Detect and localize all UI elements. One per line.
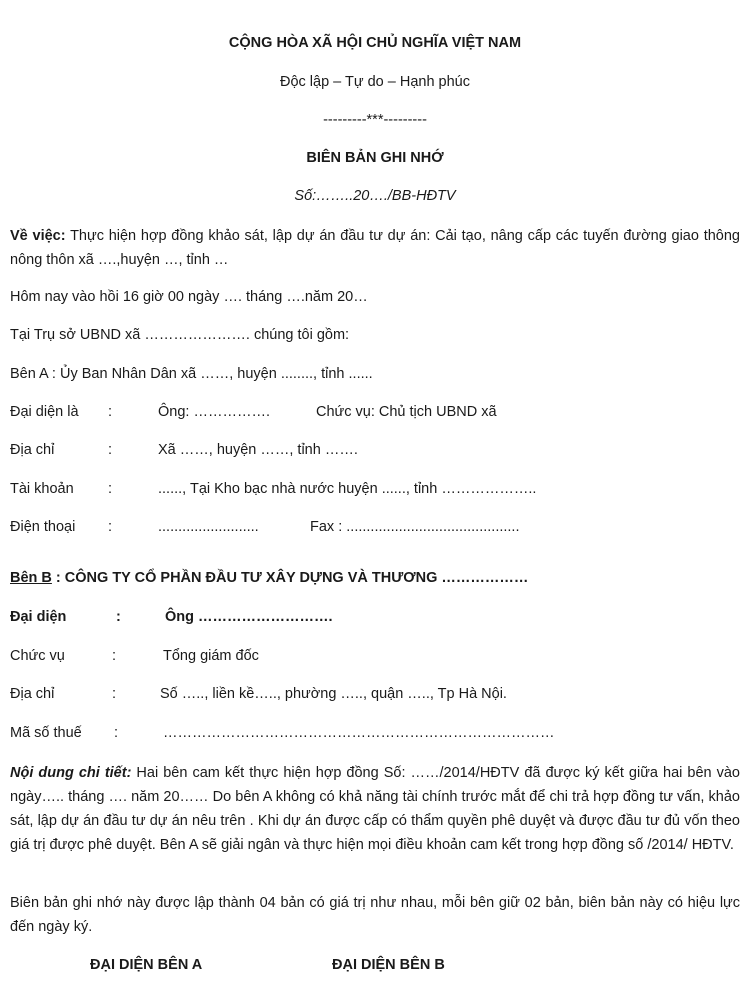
document-number: Số:……..20…./BB-HĐTV xyxy=(294,188,456,204)
row-value: ......................... xyxy=(158,519,259,535)
row-value: Ông ………………………. xyxy=(165,609,333,625)
row-value: Tổng giám đốc xyxy=(163,648,259,664)
row-extra: Chức vụ: Chủ tịch UBND xã xyxy=(316,404,497,420)
date-line: Hôm nay vào hồi 16 giờ 00 ngày …. tháng ….năm 20… xyxy=(10,289,368,305)
nation-heading: CỘNG HÒA XÃ HỘI CHỦ NGHĨA VIỆT NAM xyxy=(228,35,522,51)
details-paragraph xyxy=(10,761,740,857)
row-label: Địa chỉ xyxy=(10,686,55,702)
subject-label: Về việc: xyxy=(10,228,66,244)
row-label: Mã số thuế xyxy=(10,725,82,741)
row-colon: : xyxy=(108,481,113,497)
document-title: BIÊN BẢN GHI NHỚ xyxy=(306,150,444,166)
party-b-label: Bên B xyxy=(10,570,52,586)
subject-paragraph xyxy=(10,224,740,272)
details-text: Hai bên cam kết thực hiện hợp đồng Số: ……/2014/HĐTV đã được ký kết giữa hai bên vào ngày….. tháng …. năm 20…… Do bên A không có khả năng tài chính trước mắt để chi trả hợp đồng tư vấn, khảo sát, lập dự án đầu tư dự án nêu trên . Khi dự án được cấp có thẩm quyền phê duyệt và được đầu tư đủ vốn theo giá trị được phê duyệt. Bên A sẽ giải ngân và thực hiện mọi điều khoản cam kết trong hợp đồng số /2014/ HĐTV. xyxy=(10,765,740,853)
row-value: Số ….., liền kề….., phường ….., quận ….., Tp Hà Nội. xyxy=(160,686,507,702)
motto: Độc lập – Tự do – Hạnh phúc xyxy=(279,74,470,90)
place-line: Tại Trụ sở UBND xã …………………. chúng tôi gồm: xyxy=(10,327,350,343)
row-value: Ông: ……………. xyxy=(158,404,270,420)
row-value: Xã ……, huyện ……, tỉnh ……. xyxy=(158,442,358,458)
party-b-title: : CÔNG TY CỔ PHẦN ĐẦU TƯ XÂY DỰNG VÀ THƯƠNG ……………… xyxy=(51,570,529,586)
row-colon: : xyxy=(112,686,117,702)
row-colon: : xyxy=(108,404,113,420)
row-value: ......, Tại Kho bạc nhà nước huyện ......, tỉnh ……………….. xyxy=(158,481,537,497)
signature-party-b: ĐẠI DIỆN BÊN B xyxy=(332,957,445,973)
row-value: ……………………………………………………………………… xyxy=(163,725,555,741)
row-colon: : xyxy=(108,519,113,535)
row-label: Đại diện xyxy=(10,609,67,625)
header-divider: ---------***--------- xyxy=(323,112,427,128)
row-label: Điện thoại xyxy=(10,519,76,535)
party-b-title-line xyxy=(10,570,528,586)
row-colon: : xyxy=(116,609,121,625)
row-label: Tài khoản xyxy=(10,481,74,497)
row-colon: : xyxy=(114,725,119,741)
row-colon: : xyxy=(112,648,117,664)
subject-text: Thực hiện hợp đồng khảo sát, lập dự án đầu tư dự án: Cải tạo, nâng cấp các tuyến đường giao thông nông thôn xã ….,huyện …, tỉnh … xyxy=(10,228,740,268)
party-a-title: Bên A : Ủy Ban Nhân Dân xã ……, huyện ........, tỉnh ...... xyxy=(10,366,373,382)
signature-party-a: ĐẠI DIỆN BÊN A xyxy=(90,957,203,973)
row-colon: : xyxy=(108,442,113,458)
row-extra: Fax : ........................................... xyxy=(310,519,520,535)
row-label: Chức vụ xyxy=(10,648,65,664)
details-label: Nội dung chi tiết: xyxy=(10,765,132,781)
row-label: Địa chỉ xyxy=(10,442,55,458)
closing-paragraph: Biên bản ghi nhớ này được lập thành 04 bản có giá trị như nhau, mỗi bên giữ 02 bản, biên bản này có hiệu lực đến ngày ký. xyxy=(10,895,740,935)
row-label: Đại diện là xyxy=(10,404,79,420)
